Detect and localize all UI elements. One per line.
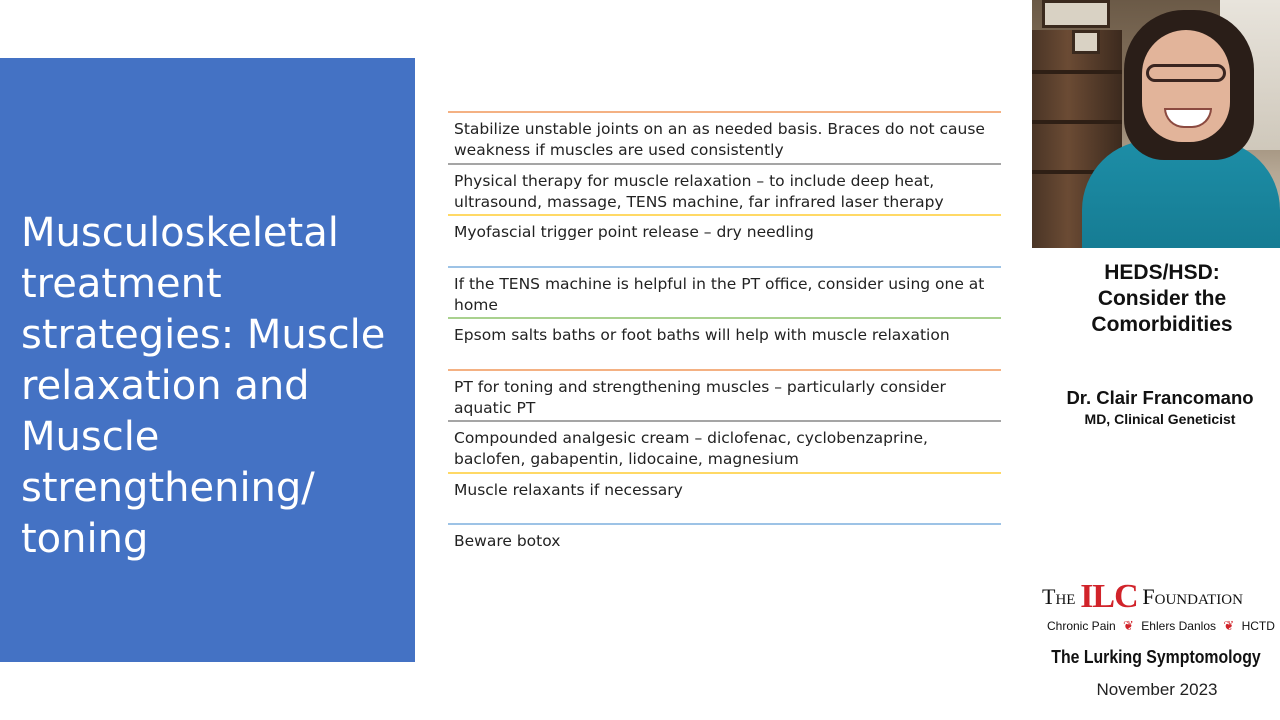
topic-title-text: HEDS/HSD: Consider the Comorbidities (1091, 261, 1233, 336)
logo-foundation: Foundation (1142, 584, 1243, 609)
presenter-info (1032, 387, 1280, 429)
list-item (448, 266, 1001, 318)
sidebar (1032, 0, 1280, 720)
list-item-text: PT for toning and strengthening muscles – particularly consider aquatic PT (454, 377, 946, 417)
logo-wordmark (1042, 580, 1272, 616)
list-item (448, 420, 1001, 472)
title-panel (0, 58, 415, 662)
presenter-role: MD, Clinical Geneticist (1084, 411, 1236, 427)
list-item-text: Muscle relaxants if necessary (454, 480, 683, 499)
logo-ilc: ILC (1080, 578, 1138, 615)
webcam-video (1032, 0, 1280, 248)
presenter-name: Dr. Clair Francomano (1066, 387, 1254, 408)
logo-tag: Ehlers Danlos (1141, 619, 1216, 633)
list-item (448, 111, 1001, 163)
series-title: The Lurking Symptomology (1051, 647, 1261, 667)
list-item (448, 369, 1001, 421)
picture-frame (1042, 0, 1110, 28)
logo-the: The (1042, 584, 1076, 609)
slide-title: Musculoskeletal treatment strategies: Muscle relaxation and Muscle strengthening/ toning (21, 210, 386, 562)
list-item (448, 472, 1001, 524)
logo-tag: HCTD (1241, 619, 1275, 633)
topic-title (1032, 260, 1280, 338)
bullet-list (448, 111, 1001, 575)
list-item (448, 163, 1001, 215)
shelf-board (1032, 120, 1122, 124)
maple-leaf-icon: ❦ (1123, 618, 1134, 633)
presentation-date: November 2023 (1096, 680, 1218, 699)
ilc-foundation-logo (1042, 578, 1275, 634)
logo-tag: Chronic Pain (1047, 619, 1116, 633)
list-item (448, 523, 1001, 575)
list-item-text: Physical therapy for muscle relaxation – to include deep heat, ultrasound, massage, TENS machine, far infrared laser therapy (454, 171, 944, 211)
list-item-text: Epsom salts baths or foot baths will help with muscle relaxation (454, 326, 950, 344)
list-item (448, 214, 1001, 266)
list-item-text: Myofascial trigger point release – dry needling (454, 223, 814, 241)
glasses (1146, 64, 1226, 82)
list-item (448, 317, 1001, 369)
list-item-text: Beware botox (454, 532, 561, 550)
maple-leaf-icon: ❦ (1223, 618, 1235, 633)
list-item-text: Stabilize unstable joints on an as needed basis. Braces do not cause weakness if muscles are used consistently (454, 120, 985, 159)
picture-frame (1072, 30, 1100, 54)
shelf-board (1032, 70, 1122, 74)
list-item-text: If the TENS machine is helpful in the PT office, consider using one at home (454, 274, 985, 314)
list-item-text: Compounded analgesic cream – diclofenac, cyclobenzaprine, baclofen, gabapentin, lidocaine, magnesium (454, 429, 928, 468)
logo-tags (1042, 618, 1275, 634)
